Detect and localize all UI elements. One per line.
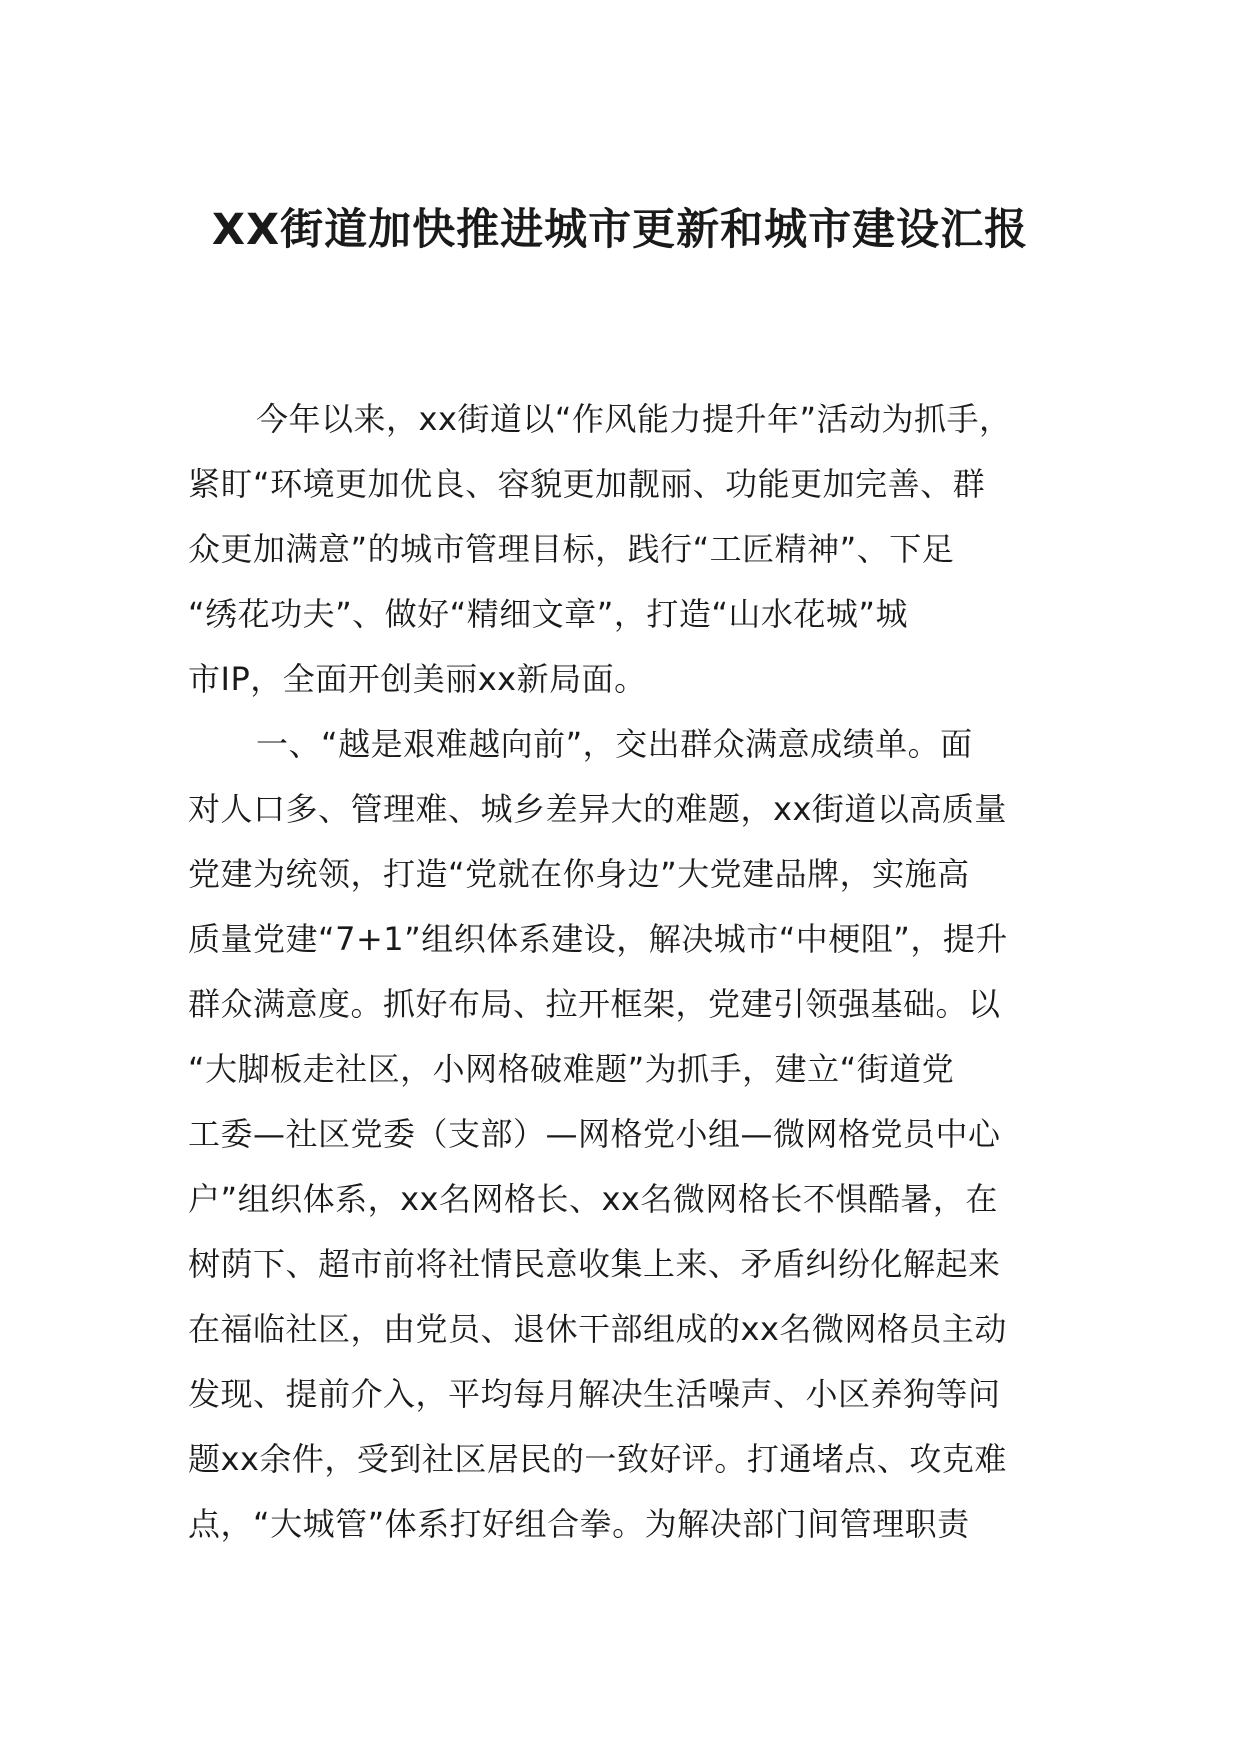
paragraph-section-one-line: 点，“大城管”体系打好组合拳。为解决部门间管理职责 xyxy=(188,1505,970,1543)
paragraph-section-one-line: 对人口多、管理难、城乡差异大的难题，xx街道以高质量 xyxy=(188,790,1007,828)
paragraph-section-one-line: 树荫下、超市前将社情民意收集上来、矛盾纠纷化解起来 xyxy=(188,1245,1001,1283)
document-title: XX街道加快推进城市更新和城市建设汇报 xyxy=(211,205,1029,255)
document-body xyxy=(188,387,1058,1557)
paragraph-section-one-line: 工委—社区党委（支部）—网格党小组—微网格党员中心 xyxy=(188,1115,1001,1153)
paragraph-intro-line: “绣花功夫”、做好“精细文章”，打造“山水花城”城 xyxy=(188,595,908,633)
paragraph-section-one-line: 发现、提前介入，平均每月解决生活噪声、小区养狗等问 xyxy=(188,1375,1001,1413)
paragraph-section-one-line: 质量党建“7+1”组织体系建设，解决城市“中梗阻”，提升 xyxy=(188,920,1008,958)
paragraph-section-one-line: 一、“越是艰难越向前”，交出群众满意成绩单。面 xyxy=(256,725,973,763)
paragraph-intro-line: 今年以来，xx街道以“作风能力提升年”活动为抓手， xyxy=(256,400,1012,438)
paragraph-section-one-line: 在福临社区，由党员、退休干部组成的xx名微网格员主动 xyxy=(188,1310,1007,1348)
paragraph-section-one-line: 题xx余件，受到社区居民的一致好评。打通堵点、攻克难 xyxy=(188,1440,1007,1478)
paragraph-intro-line: 众更加满意”的城市管理目标，践行“工匠精神”、下足 xyxy=(188,530,955,568)
paragraph-section-one-line: 群众满意度。抓好布局、拉开框架，党建引领强基础。以 xyxy=(188,985,1001,1023)
paragraph-section-one-line: “大脚板走社区，小网格破难题”为抓手，建立“街道党 xyxy=(188,1050,955,1088)
paragraph-intro-line: 紧盯“环境更加优良、容貌更加靓丽、功能更加完善、群 xyxy=(188,465,986,503)
paragraph-section-one-line: 党建为统领，打造“党就在你身边”大党建品牌，实施高 xyxy=(188,855,970,893)
paragraph-intro-line: 市IP，全面开创美丽xx新局面。 xyxy=(188,660,647,698)
paragraph-section-one-line: 户”组织体系，xx名网格长、xx名微网格长不惧酷暑，在 xyxy=(188,1180,998,1218)
